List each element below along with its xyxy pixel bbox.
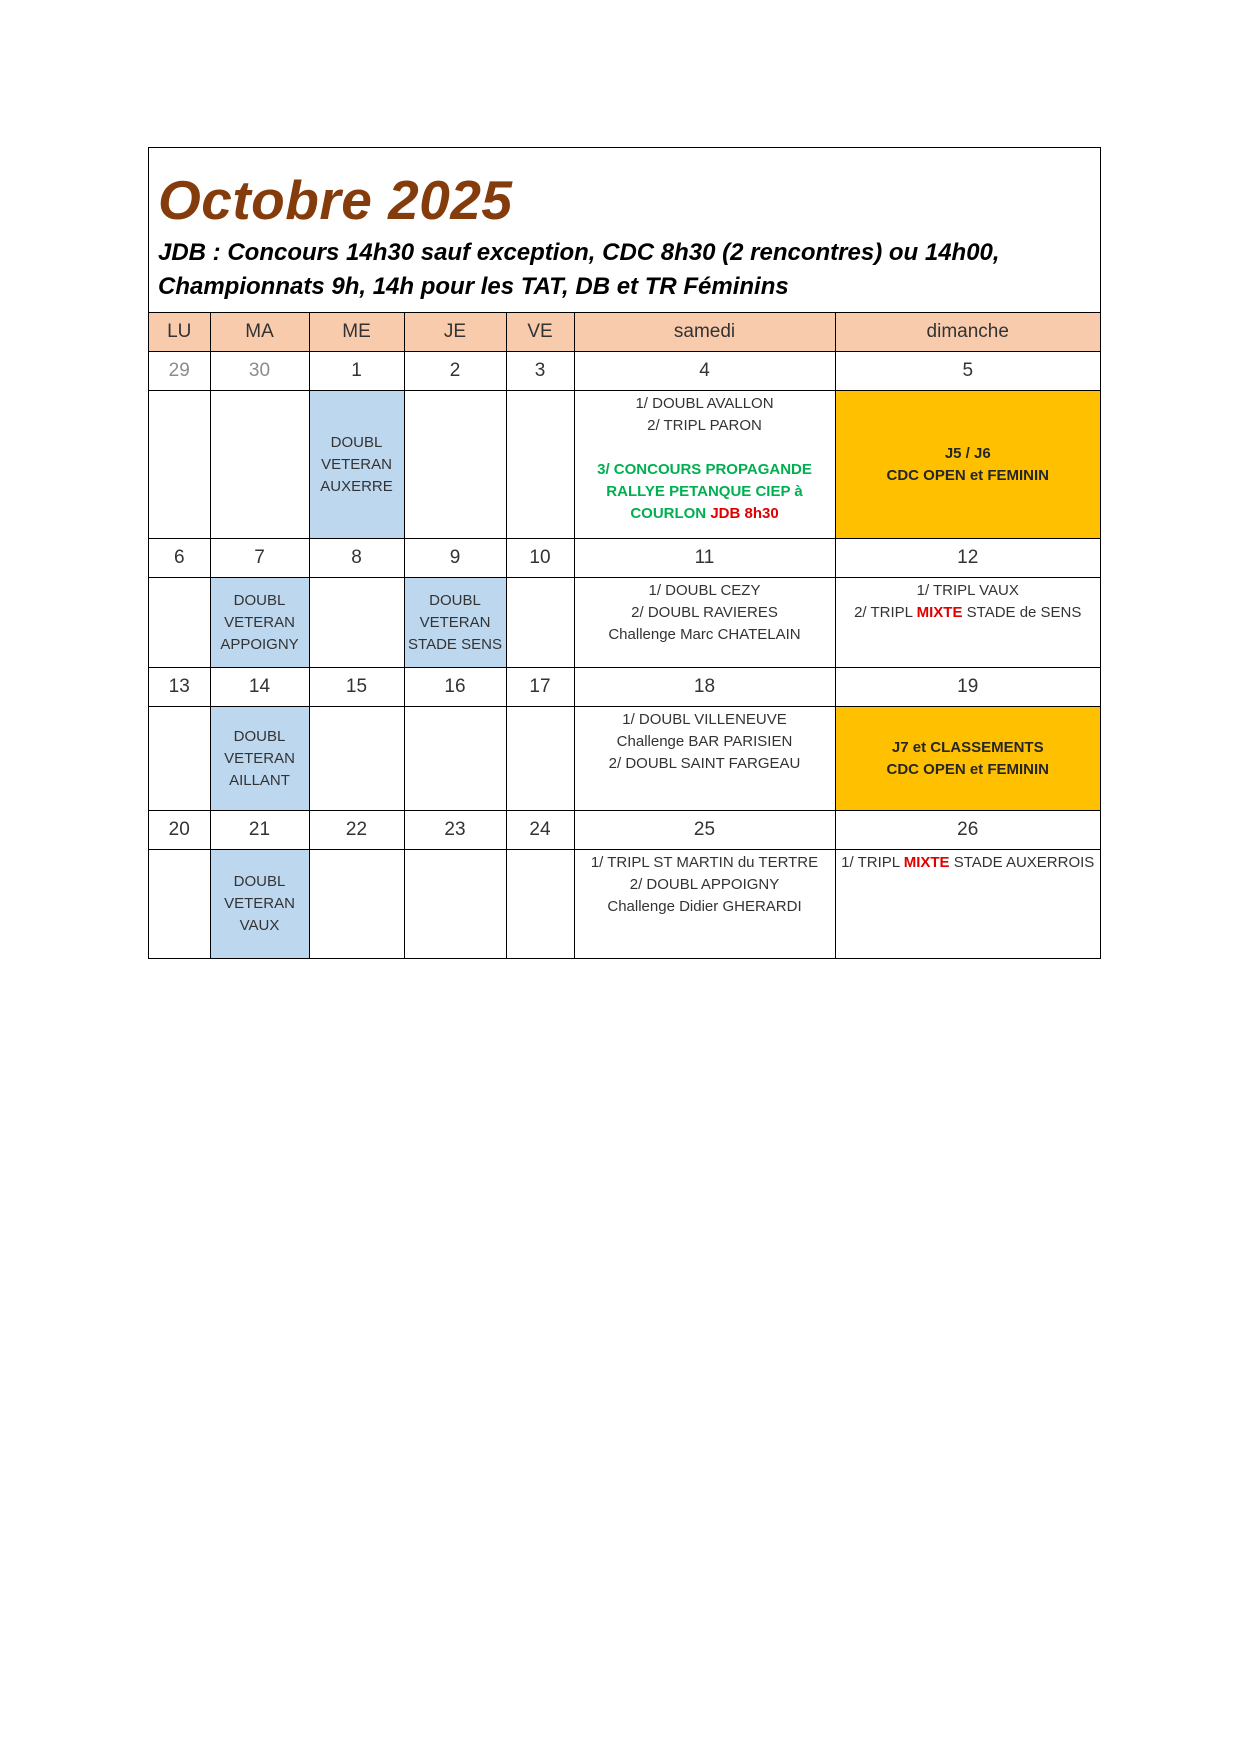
event-line-green: RALLYE PETANQUE CIEP à bbox=[606, 483, 803, 500]
date-cell: 16 bbox=[404, 668, 506, 707]
event-text-green: COURLON bbox=[630, 505, 707, 522]
event-saturday-4 bbox=[574, 391, 835, 539]
date-cell: 19 bbox=[835, 668, 1100, 707]
event-line: Challenge BAR PARISIEN bbox=[616, 733, 793, 750]
event-cell-empty bbox=[404, 391, 506, 539]
date-cell: 1 bbox=[309, 352, 404, 391]
weekday-ve: VE bbox=[506, 313, 574, 352]
event-sunday-12 bbox=[835, 578, 1100, 668]
event-veteran-aillant bbox=[210, 707, 309, 811]
event-line: 2/ DOUBL APPOIGNY bbox=[629, 876, 780, 893]
event-cell-empty bbox=[506, 578, 574, 668]
date-cell: 13 bbox=[149, 668, 210, 707]
event-line: VETERAN bbox=[321, 455, 392, 473]
week-4-dates bbox=[149, 811, 1100, 850]
event-line-green: 3/ CONCOURS PROPAGANDE bbox=[597, 461, 812, 478]
event-line: J5 / J6 bbox=[944, 444, 991, 462]
week-2-events bbox=[149, 578, 1100, 668]
date-cell: 25 bbox=[574, 811, 835, 850]
event-cell-empty bbox=[506, 707, 574, 811]
week-1-dates bbox=[149, 352, 1100, 391]
event-sunday-26 bbox=[835, 850, 1100, 958]
calendar-header bbox=[149, 148, 1100, 313]
date-cell: 2 bbox=[404, 352, 506, 391]
date-cell: 26 bbox=[835, 811, 1100, 850]
event-cell-empty bbox=[506, 850, 574, 958]
event-text: STADE de SENS bbox=[962, 604, 1082, 621]
weekday-samedi: samedi bbox=[574, 313, 835, 352]
event-line: VETERAN bbox=[224, 894, 295, 912]
event-cell-empty bbox=[149, 391, 210, 539]
event-line: VAUX bbox=[239, 916, 280, 934]
event-line: APPOIGNY bbox=[220, 635, 299, 653]
weekday-me: ME bbox=[309, 313, 404, 352]
event-line: STADE SENS bbox=[408, 635, 502, 653]
event-line: 2/ TRIPL PARON bbox=[647, 417, 762, 434]
date-cell: 4 bbox=[574, 352, 835, 391]
event-text-red: MIXTE bbox=[916, 604, 963, 621]
event-cell-empty bbox=[309, 578, 404, 668]
date-cell: 24 bbox=[506, 811, 574, 850]
event-cdc-sunday-5 bbox=[835, 391, 1100, 539]
date-cell: 9 bbox=[404, 539, 506, 578]
date-cell: 30 bbox=[210, 352, 309, 391]
week-3-dates bbox=[149, 668, 1100, 707]
event-line: Challenge Marc CHATELAIN bbox=[608, 626, 801, 643]
event-line-mixed bbox=[575, 503, 835, 525]
event-text: STADE AUXERROIS bbox=[949, 854, 1095, 871]
calendar bbox=[148, 147, 1101, 959]
weekday-ma: MA bbox=[210, 313, 309, 352]
date-cell: 12 bbox=[835, 539, 1100, 578]
date-cell: 29 bbox=[149, 352, 210, 391]
subtitle bbox=[158, 236, 1000, 304]
event-line: DOUBL bbox=[330, 433, 383, 451]
weekday-lu: LU bbox=[149, 313, 210, 352]
event-cell-empty bbox=[404, 707, 506, 811]
week-4-events bbox=[149, 850, 1100, 958]
event-line: DOUBL bbox=[233, 872, 286, 890]
event-line: 1/ DOUBL CEZY bbox=[648, 582, 761, 599]
date-cell: 14 bbox=[210, 668, 309, 707]
date-cell: 11 bbox=[574, 539, 835, 578]
event-veteran-stade-sens bbox=[404, 578, 506, 668]
event-text-red: JDB 8h30 bbox=[710, 505, 779, 522]
event-veteran-vaux bbox=[210, 850, 309, 958]
event-cell-empty bbox=[309, 707, 404, 811]
event-cell-empty bbox=[506, 391, 574, 539]
event-line: J7 et CLASSEMENTS bbox=[891, 738, 1044, 756]
event-line: DOUBL bbox=[429, 591, 481, 609]
calendar-grid bbox=[149, 313, 1100, 958]
event-line: 2/ DOUBL RAVIERES bbox=[631, 604, 778, 621]
event-cell-empty bbox=[149, 850, 210, 958]
weekday-dimanche: dimanche bbox=[835, 313, 1100, 352]
event-cell-empty bbox=[404, 850, 506, 958]
event-cell-empty bbox=[309, 850, 404, 958]
date-cell: 23 bbox=[404, 811, 506, 850]
event-saturday-18 bbox=[574, 707, 835, 811]
event-line: VETERAN bbox=[419, 613, 491, 631]
event-line: Challenge Didier GHERARDI bbox=[607, 898, 802, 915]
subtitle-line-1: JDB : Concours 14h30 sauf exception, CDC 8h30 (2 rencontres) ou 14h00, bbox=[158, 239, 1000, 266]
event-line: VETERAN bbox=[224, 749, 295, 767]
spacer bbox=[575, 437, 835, 459]
date-cell: 22 bbox=[309, 811, 404, 850]
event-text-red: MIXTE bbox=[903, 854, 950, 871]
date-cell: 17 bbox=[506, 668, 574, 707]
event-line: DOUBL bbox=[233, 727, 286, 745]
page-title: Octobre 2025 bbox=[158, 169, 513, 231]
event-saturday-11 bbox=[574, 578, 835, 668]
weekday-header-row bbox=[149, 313, 1100, 352]
date-cell: 21 bbox=[210, 811, 309, 850]
event-line: CDC OPEN et FEMININ bbox=[886, 760, 1049, 778]
event-saturday-25 bbox=[574, 850, 835, 958]
weekday-je: JE bbox=[404, 313, 506, 352]
event-line: 1/ DOUBL AVALLON bbox=[635, 395, 774, 412]
week-3-events bbox=[149, 707, 1100, 811]
event-line: AUXERRE bbox=[320, 477, 393, 495]
event-line-mixed bbox=[836, 852, 1101, 874]
event-veteran-auxerre bbox=[309, 391, 404, 539]
event-line: CDC OPEN et FEMININ bbox=[886, 466, 1049, 484]
date-cell: 10 bbox=[506, 539, 574, 578]
event-cell-empty bbox=[149, 578, 210, 668]
event-text: 1/ TRIPL bbox=[841, 854, 904, 871]
event-line-mixed bbox=[836, 602, 1101, 624]
event-line: 1/ TRIPL VAUX bbox=[916, 582, 1019, 599]
date-cell: 15 bbox=[309, 668, 404, 707]
event-cell-empty bbox=[210, 391, 309, 539]
week-1-events bbox=[149, 391, 1100, 539]
date-cell: 3 bbox=[506, 352, 574, 391]
subtitle-line-2: Championnats 9h, 14h pour les TAT, DB et TR Féminins bbox=[158, 273, 789, 300]
event-cell-empty bbox=[149, 707, 210, 811]
event-line: VETERAN bbox=[224, 613, 295, 631]
week-2-dates bbox=[149, 539, 1100, 578]
date-cell: 18 bbox=[574, 668, 835, 707]
date-cell: 6 bbox=[149, 539, 210, 578]
event-cdc-sunday-19 bbox=[835, 707, 1100, 811]
event-line: AILLANT bbox=[229, 771, 290, 789]
date-cell: 8 bbox=[309, 539, 404, 578]
event-text: 2/ TRIPL bbox=[854, 604, 917, 621]
event-line: DOUBL bbox=[233, 591, 286, 609]
event-veteran-appoigny bbox=[210, 578, 309, 668]
event-line: 1/ TRIPL ST MARTIN du TERTRE bbox=[590, 854, 819, 871]
date-cell: 7 bbox=[210, 539, 309, 578]
date-cell: 20 bbox=[149, 811, 210, 850]
event-line: 1/ DOUBL VILLENEUVE bbox=[622, 711, 787, 728]
date-cell: 5 bbox=[835, 352, 1100, 391]
event-line: 2/ DOUBL SAINT FARGEAU bbox=[608, 755, 801, 772]
